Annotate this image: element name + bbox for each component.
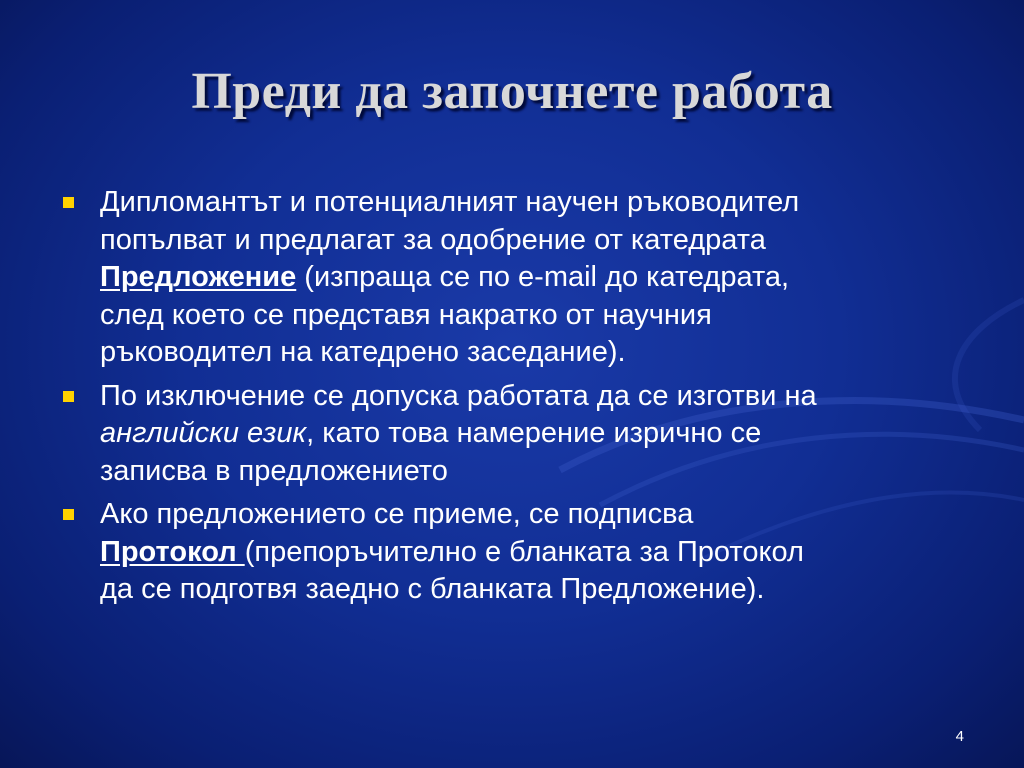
bullet-text: , като това намерение изрично се [306,417,762,449]
italic-term: английски език [100,417,307,449]
bullet-text: след което се представя накратко от научния [100,298,712,331]
bullet-text: ръководител на катедрено заседание). [100,336,626,368]
bullet-text: да се подготвя заедно с бланката Предложение). [100,573,765,605]
bullet-text: (препоръчително е бланката за Протокол [244,535,804,568]
bullet-text: попълват и предлагат за одобрение от катедрата [100,223,766,256]
bullet-text: По изключение се допуска работата да се изготви на [100,379,817,412]
bullet-text: записва в предложението [100,454,448,487]
bullet-item [60,496,960,609]
bullet-text: Ако предложението се приеме, се подписва [100,498,694,530]
bullet-text: Дипломантът и потенциалният научен ръководител [100,186,800,218]
bullet-text: (изпраща се по e-mail до катедрата, [296,261,790,293]
bullet-item [60,184,960,372]
bullet-item [60,378,960,491]
page-number: 4 [955,728,964,745]
emphasized-term: Протокол [100,535,245,568]
square-bullet-icon [63,197,74,208]
emphasized-term: Предложение [100,261,297,293]
square-bullet-icon [63,509,74,520]
slide-title: Преди да започнете работа [191,63,833,120]
bullet-list [60,184,960,615]
square-bullet-icon [63,391,74,402]
